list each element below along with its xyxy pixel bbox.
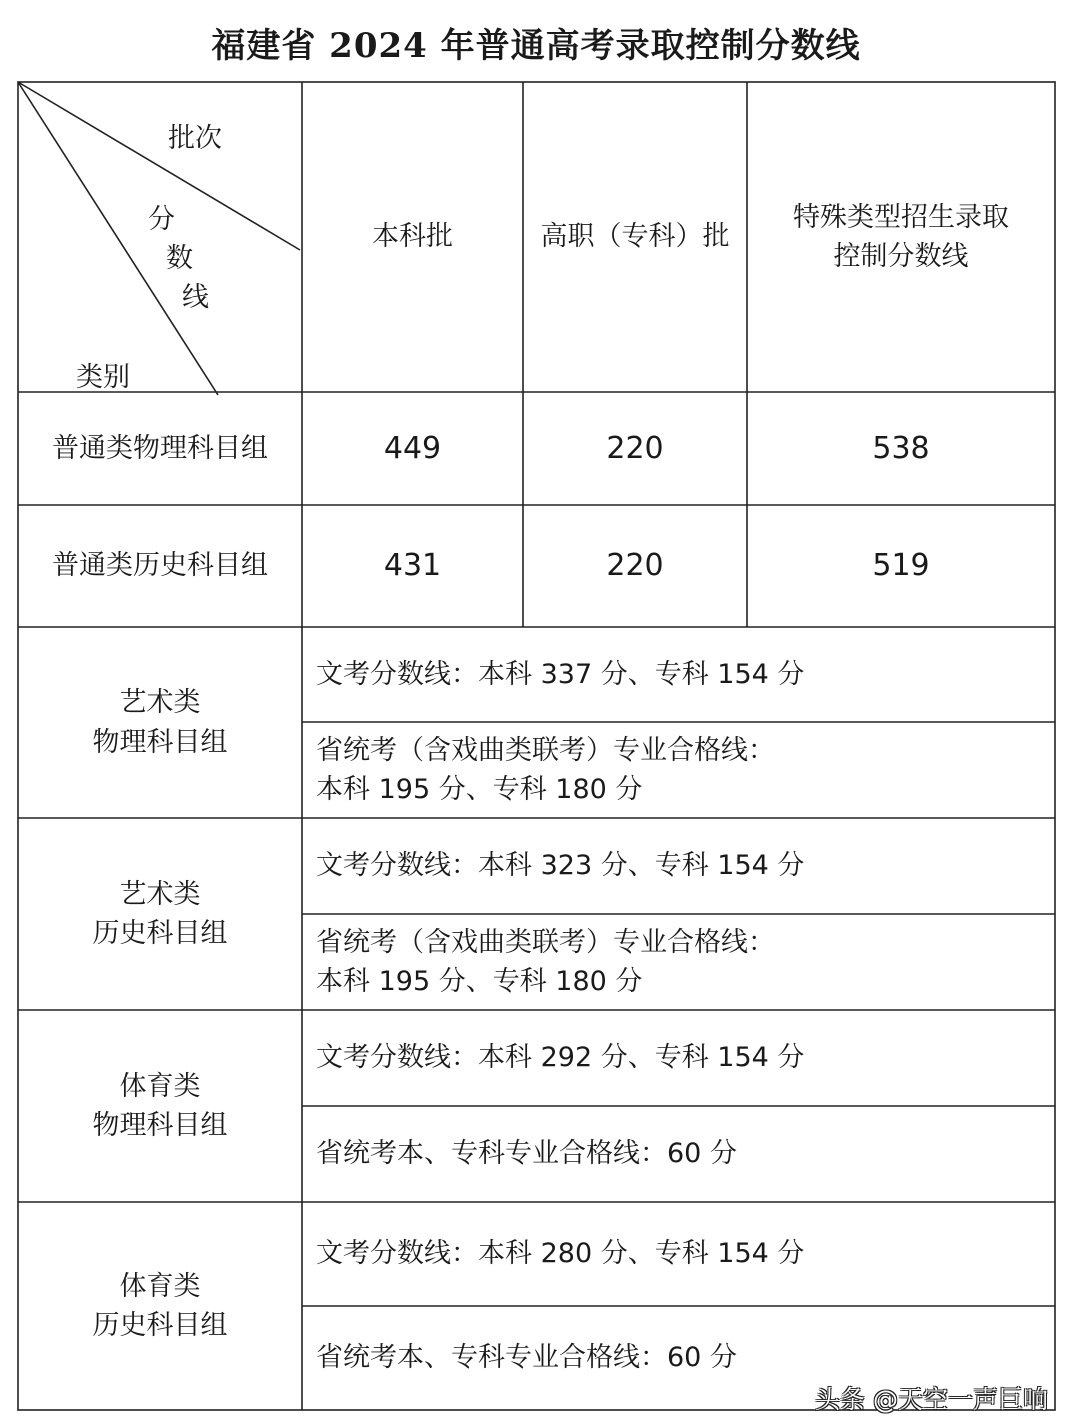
header-score-char-2: 数 xyxy=(166,243,193,274)
group-pro-score-line2: 本科 195 分、专科 180 分 xyxy=(316,774,643,805)
group-category xyxy=(18,627,302,818)
group-category-line1: 艺术类 xyxy=(119,878,201,910)
header-gaozhi: 高职（专科）批 xyxy=(540,221,730,253)
row-gaozhi-value: 220 xyxy=(606,548,664,584)
group-pro-score-line1: 省统考（含戏曲类联考）专业合格线： xyxy=(316,926,775,958)
group-category-line2: 物理科目组 xyxy=(92,1110,228,1141)
group-culture-score: 文考分数线：本科 323 分、专科 154 分 xyxy=(316,850,805,882)
group-category-line2: 历史科目组 xyxy=(92,918,228,949)
row-gaozhi-value: 220 xyxy=(606,430,664,466)
header-category-label: 类别 xyxy=(76,362,130,393)
group-pro-score-line1: 省统考（含戏曲类联考）专业合格线： xyxy=(316,734,775,766)
row-benke-value: 431 xyxy=(383,548,442,584)
page-title: 福建省 2024 年普通高考录取控制分数线 xyxy=(211,26,861,66)
group-pro-score xyxy=(302,722,1055,818)
row-benke-value: 449 xyxy=(383,430,442,466)
group-category-line2: 历史科目组 xyxy=(92,1310,228,1341)
group-pro-score: 省统考本、专科专业合格线：60 分 xyxy=(316,1342,737,1374)
header-score-char-1: 分 xyxy=(148,204,175,235)
row-special-value: 519 xyxy=(872,548,930,584)
group-category-line2: 物理科目组 xyxy=(92,726,228,758)
group-category-line1: 体育类 xyxy=(119,1070,201,1102)
header-benke: 本科批 xyxy=(372,221,453,253)
group-category-line1: 艺术类 xyxy=(119,687,201,719)
row-category: 普通类物理科目组 xyxy=(52,432,268,464)
group-pro-score: 省统考本、专科专业合格线：60 分 xyxy=(316,1138,737,1170)
group-category-line1: 体育类 xyxy=(119,1270,201,1302)
group-pro-score xyxy=(302,914,1055,1010)
group-culture-score: 文考分数线：本科 292 分、专科 154 分 xyxy=(316,1042,805,1074)
group-culture-score: 文考分数线：本科 280 分、专科 154 分 xyxy=(316,1238,805,1270)
header-special-line1: 特殊类型招生录取 xyxy=(793,201,1009,233)
group-category xyxy=(18,1010,302,1202)
row-category: 普通类历史科目组 xyxy=(52,550,268,582)
group-culture-score: 文考分数线：本科 337 分、专科 154 分 xyxy=(316,658,805,690)
group-category xyxy=(18,818,302,1010)
header-score-char-3: 线 xyxy=(182,282,209,313)
row-special-value: 538 xyxy=(872,430,930,466)
header-special xyxy=(747,82,1055,392)
group-pro-score-line2: 本科 195 分、专科 180 分 xyxy=(316,966,643,997)
header-special-line2: 控制分数线 xyxy=(833,241,969,272)
group-category xyxy=(18,1202,302,1410)
watermark: 头条 @天空一声巨响 xyxy=(815,1385,1048,1414)
header-batch-label: 批次 xyxy=(168,123,222,154)
